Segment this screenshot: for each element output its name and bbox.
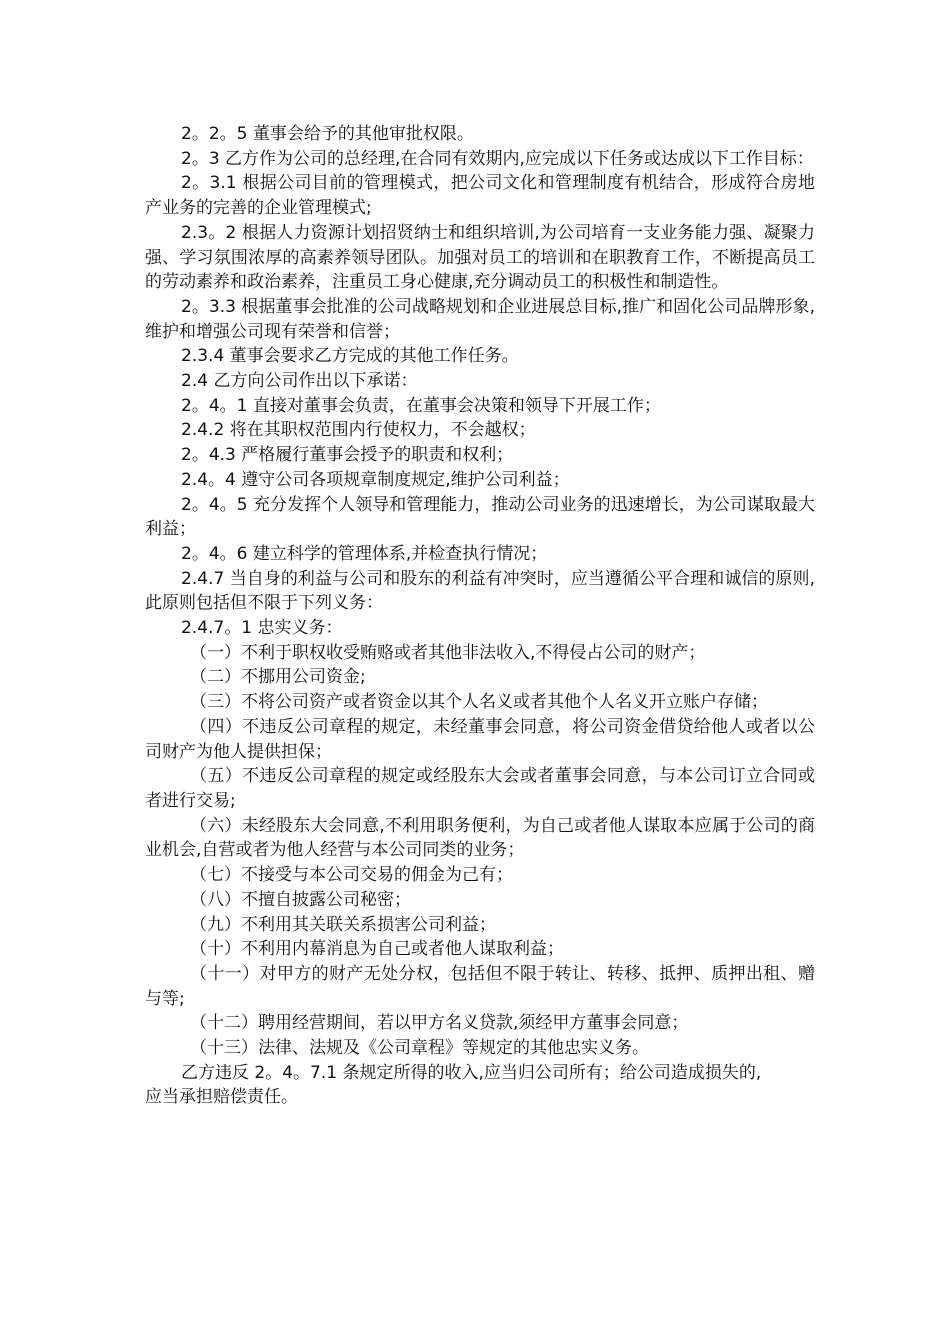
paragraph-2-3-4: 2.3.4 董事会要求乙方完成的其他工作任务。 — [181, 346, 519, 367]
paragraph-2-3-2: 2.3。2 根据人力资源计划招贤纳士和组织培训,为公司培育一支业务能力强、凝聚力强、学习氛围浓厚的高素养领导团队。加强对员工的培训和在职教育工作，不断提高员工的劳动素养和政治素养，注重员工身心健康,充分调动员工的积极性和制造性。 — [145, 222, 815, 293]
paragraph-2-4-2: 2.4.2 将在其职权范围内行使权力，不会越权； — [181, 420, 536, 441]
paragraph-2-4-7: 2.4.7 当自身的利益与公司和股东的利益有冲突时，应当遵循公平合理和诚信的原则,此原则包括但不限于下列义务： — [145, 568, 815, 614]
list-item-duty-2: （二）不挪用公司资金; — [190, 667, 366, 688]
list-item-duty-1: （一）不利于职权收受贿赂或者其他非法收入,不得侵占公司的财产； — [190, 642, 706, 663]
list-item-duty-4: （四）不违反公司章程的规定，未经董事会同意，将公司资金借贷给他人或者以公司财产为他人提供担保； — [145, 716, 815, 762]
paragraph-2-4-6: 2。4。6 建立科学的管理体系,并检查执行情况； — [181, 543, 548, 564]
document-body — [145, 122, 815, 1110]
list-item-duty-7: （七）不接受与本公司交易的佣金为己有； — [190, 865, 513, 886]
paragraph-2-4-3: 2。4.3 严格履行董事会授予的职责和权利； — [181, 445, 514, 466]
list-item-duty-9: （九）不利用其关联关系损害公司利益； — [190, 914, 496, 935]
paragraph-2-4-4: 2.4。4 遵守公司各项规章制度规定,维护公司利益； — [181, 469, 570, 490]
paragraph-2-3-1: 2。3.1 根据公司目前的管理模式，把公司文化和管理制度有机结合，形成符合房地产业务的完善的企业管理模式; — [145, 173, 815, 219]
paragraph-2-4-1: 2。4。1 直接对董事会负责，在董事会决策和领导下开展工作； — [181, 395, 661, 416]
paragraph-2-4: 2.4 乙方向公司作出以下承诺： — [181, 371, 418, 392]
paragraph-2-4-5: 2。4。5 充分发挥个人领导和管理能力，推动公司业务的迅速增长，为公司谋取最大利益； — [145, 494, 815, 540]
paragraph-2-4-7-1: 2.4.7。1 忠实义务： — [181, 618, 343, 639]
paragraph-2-2-5: 2。2。5 董事会给予的其他审批权限。 — [181, 124, 474, 144]
list-item-duty-3: （三）不将公司资产或者资金以其个人名义或者其他个人名义开立账户存储； — [190, 692, 768, 713]
list-item-duty-12: （十二）聘用经营期间，若以甲方名义贷款,须经甲方董事会同意； — [190, 1013, 689, 1034]
list-item-duty-11: （十一）对甲方的财产无处分权，包括但不限于转让、转移、抵押、质押出租、赠与等; — [145, 963, 815, 1009]
paragraph-2-3: 2。3 乙方作为公司的总经理,在合同有效期内,应完成以下任务或达成以下工作目标： — [181, 148, 814, 169]
list-item-duty-5: （五）不违反公司章程的规定或经股东大会或者董事会同意，与本公司订立合同或者进行交易; — [145, 766, 815, 811]
paragraph-violation: 乙方违反 2。4。7.1 条规定所得的收入,应当归公司所有；给公司造成损失的, — [181, 1062, 762, 1083]
paragraph-2-3-3: 2。3.3 根据董事会批准的公司战略规划和企业进展总目标,推广和固化公司品牌形象,维护和增强公司现有荣誉和信誉； — [145, 296, 815, 342]
list-item-duty-6: （六）未经股东大会同意,不利用职务便利，为自己或者他人谋取本应属于公司的商业机会,自营或者为他人经营与本公司同类的业务； — [145, 815, 815, 861]
list-item-duty-10: （十）不利用内幕消息为自己或者他人谋取利益； — [190, 939, 564, 960]
list-item-duty-13: （十三）法律、法规及《公司章程》等规定的其他忠实义务。 — [190, 1038, 649, 1059]
paragraph-liability: 应当承担赔偿责任。 — [145, 1087, 298, 1108]
list-item-duty-8: （八）不擅自披露公司秘密； — [190, 889, 411, 910]
